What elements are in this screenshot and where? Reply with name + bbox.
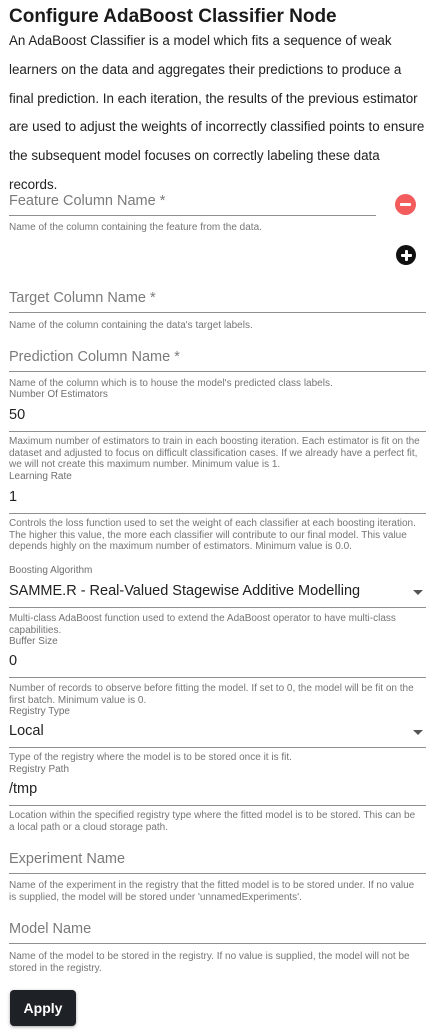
registry-type-value: Local — [9, 723, 44, 739]
model-name-help: Name of the model to be stored in the registry. If no value is supplied, the model will not be stored in the registry. — [9, 951, 410, 974]
feature-column-input[interactable] — [9, 188, 376, 216]
boosting-algorithm-label: Boosting Algorithm — [9, 565, 93, 576]
minus-circle-icon — [400, 203, 411, 206]
apply-button[interactable]: Apply — [10, 990, 76, 1026]
num-estimators-input[interactable] — [9, 402, 426, 432]
registry-type-label: Registry Type — [9, 706, 70, 717]
buffer-size-value: 0 — [9, 653, 18, 669]
prediction-column-underline — [9, 371, 426, 372]
buffer-size-label: Buffer Size — [9, 636, 58, 647]
num-estimators-help: Maximum number of estimators to train in each boosting iteration. Each estimator is fit on the dataset and adjusted to focus on difficult classification cases. If we already have a perfect fit, we will not create this maximum number. Minimum value is 1. — [9, 436, 420, 470]
feature-column-underline — [9, 215, 376, 216]
experiment-name-input[interactable] — [9, 846, 426, 874]
registry-path-label: Registry Path — [9, 764, 70, 775]
learning-rate-label: Learning Rate — [9, 471, 72, 482]
registry-path-input[interactable] — [9, 776, 426, 806]
remove-feature-button[interactable] — [395, 194, 416, 215]
buffer-size-input[interactable] — [9, 648, 426, 678]
prediction-column-help: Name of the column which is to house the model's predicted class labels. — [9, 378, 333, 389]
registry-type-underline — [9, 747, 426, 748]
registry-path-underline — [9, 805, 426, 806]
model-name-placeholder: Model Name — [9, 921, 92, 937]
registry-type-select[interactable] — [9, 718, 426, 748]
add-feature-button[interactable] — [396, 245, 416, 265]
learning-rate-input[interactable] — [9, 484, 426, 514]
buffer-size-underline — [9, 677, 426, 678]
learning-rate-value: 1 — [9, 489, 18, 505]
target-column-input[interactable] — [9, 285, 426, 313]
target-column-underline — [9, 312, 426, 313]
experiment-name-help: Name of the experiment in the registry that the fitted model is to be stored under. If no value is supplied, the model will be stored under 'unnamedExperiments'. — [9, 880, 415, 903]
buffer-size-help: Number of records to observe before fitting the model. If set to 0, the model will be fit on the first batch. Minimum value is 0. — [9, 683, 414, 706]
learning-rate-help: Controls the loss function used to set the weight of each classifier at each boosting iteration. The higher this value, the more each classifier will contribute to our final model. This value depends highly on the maximum number of estimators. Minimum value is 0.0. — [9, 518, 416, 552]
boosting-algorithm-help: Multi-class AdaBoost function used to extend the AdaBoost operator to have multi-class capabilities. — [9, 613, 396, 636]
experiment-name-placeholder: Experiment Name — [9, 851, 126, 867]
registry-path-value: /tmp — [9, 781, 38, 797]
prediction-column-placeholder: Prediction Column Name * — [9, 349, 180, 365]
model-name-underline — [9, 943, 426, 944]
feature-column-help: Name of the column containing the feature from the data. — [9, 222, 262, 233]
caret-down-icon — [413, 590, 423, 595]
registry-path-help: Location within the specified registry type where the fitted model is to be stored. This can be a local path or a cloud storage path. — [9, 810, 416, 833]
feature-column-placeholder: Feature Column Name * — [9, 193, 166, 209]
boosting-algorithm-select[interactable] — [9, 578, 426, 608]
target-column-help: Name of the column containing the data's target labels. — [9, 320, 253, 331]
learning-rate-underline — [9, 513, 426, 514]
prediction-column-input[interactable] — [9, 344, 426, 372]
page-title: Configure AdaBoost Classifier Node — [9, 6, 337, 27]
num-estimators-underline — [9, 431, 426, 432]
caret-down-icon — [413, 730, 423, 735]
page-description: An AdaBoost Classifier is a model which fits a sequence of weak learners on the data and aggregates their predictions to produce a final prediction. In each iteration, the results of the previous estimator are used to adjust the weights of incorrectly classified points to ensure the subsequent model focuses on correctly labeling these data records. — [9, 33, 425, 192]
target-column-placeholder: Target Column Name * — [9, 290, 156, 306]
model-name-input[interactable] — [9, 916, 426, 944]
num-estimators-value: 50 — [9, 407, 26, 423]
registry-type-help: Type of the registry where the model is to be stored once it is fit. — [9, 752, 292, 763]
num-estimators-label: Number Of Estimators — [9, 389, 108, 400]
experiment-name-underline — [9, 873, 426, 874]
plus-circle-icon — [401, 250, 412, 261]
boosting-algorithm-underline — [9, 607, 426, 608]
boosting-algorithm-value: SAMME.R - Real-Valued Stagewise Additive Modelling — [9, 583, 361, 599]
